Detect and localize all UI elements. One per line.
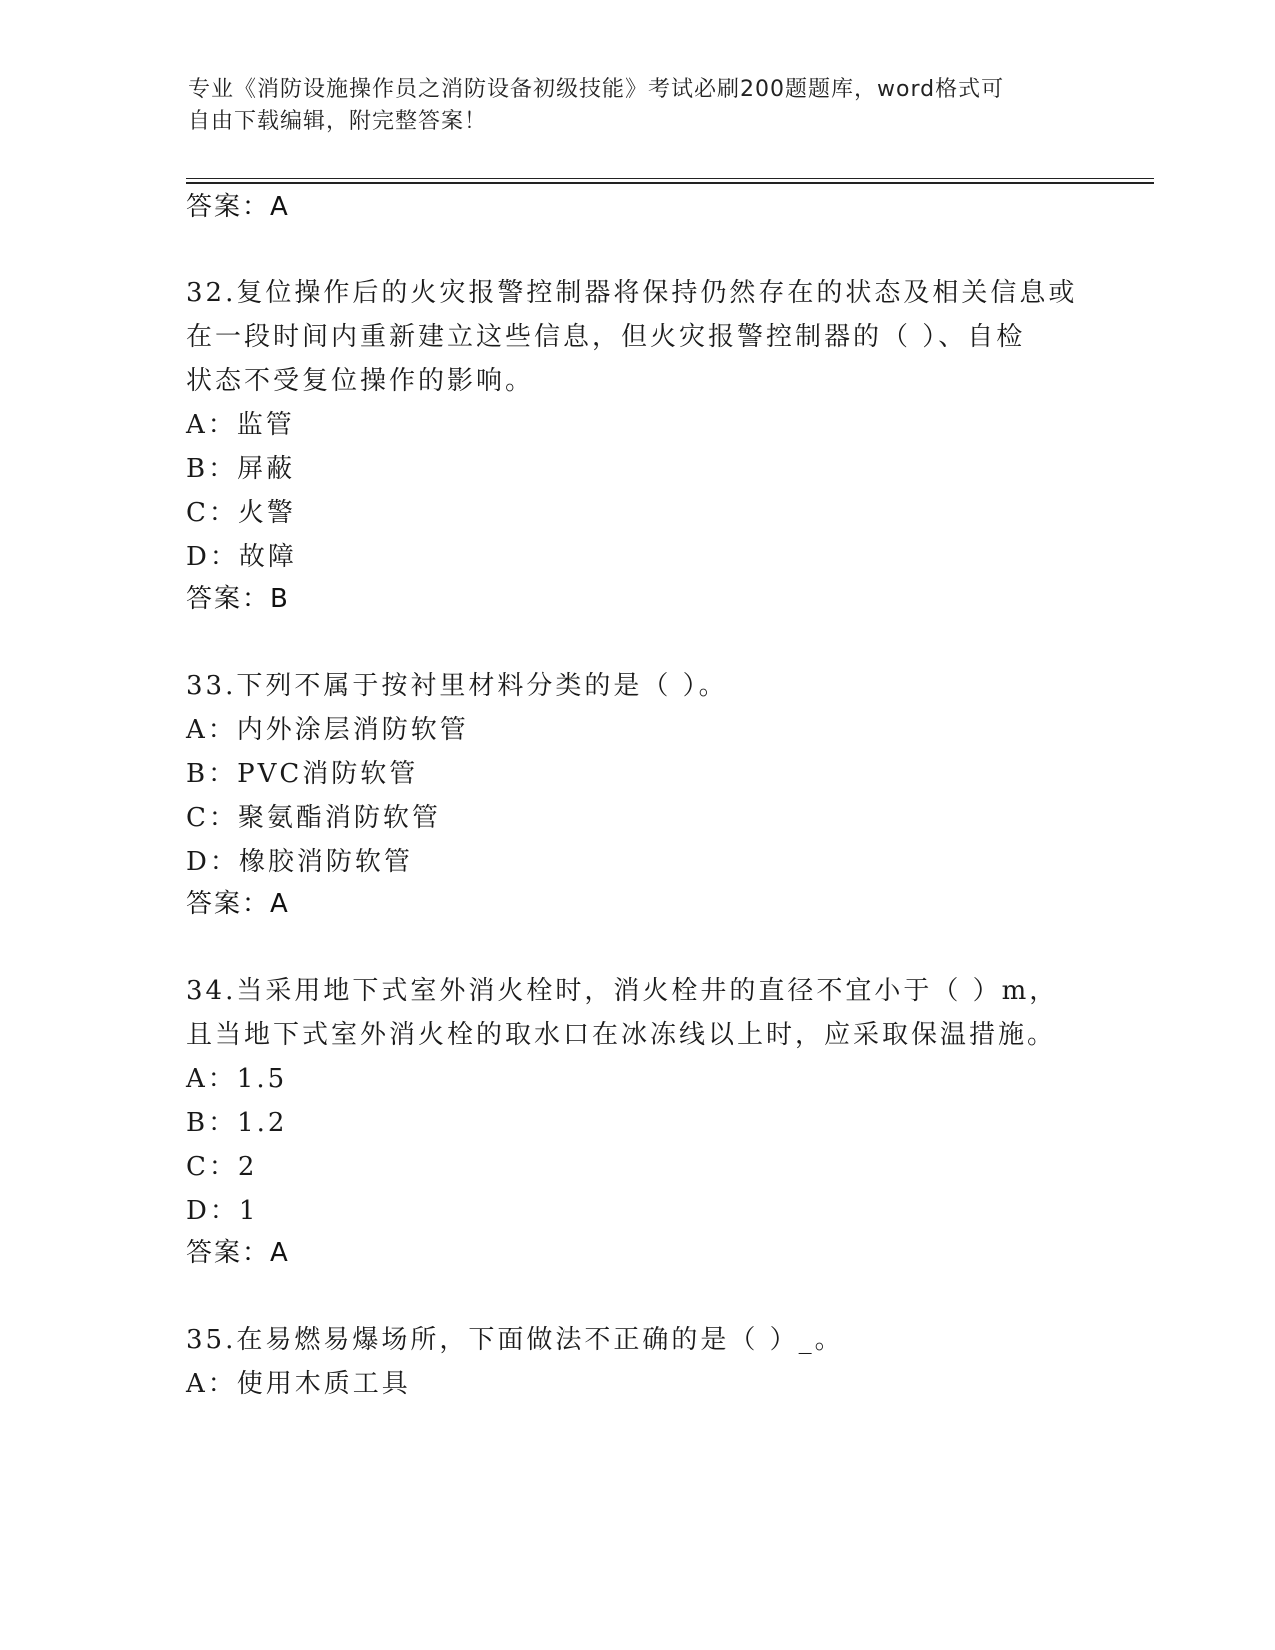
question-34-option-c: C：2 <box>186 1152 258 1182</box>
header-rule-top <box>186 178 1154 179</box>
answer-line: 答案：A <box>186 192 290 222</box>
question-33-option-d: D：橡胶消防软管 <box>186 847 413 877</box>
question-34-option-b: B：1.2 <box>186 1108 288 1138</box>
question-34-stem-line-1: 34.当采用地下式室外消火栓时，消火栓井的直径不宜小于（ ）m， <box>186 976 1059 1006</box>
document-header <box>188 74 1088 138</box>
question-32-stem-line-1: 32.复位操作后的火灾报警控制器将保持仍然存在的状态及相关信息或 <box>186 278 1078 308</box>
question-35-option-a: A：使用木质工具 <box>186 1369 411 1399</box>
question-32-option-c: C：火警 <box>186 498 296 528</box>
question-33-option-a: A：内外涂层消防软管 <box>186 715 469 745</box>
question-32-option-d: D：故障 <box>186 542 297 572</box>
question-34-answer: 答案：A <box>186 1238 290 1268</box>
question-33-stem-line-1: 33.下列不属于按衬里材料分类的是（ ）。 <box>186 671 728 701</box>
question-32-stem-line-2: 在一段时间内重新建立这些信息，但火灾报警控制器的（ ）、自检 <box>186 322 1026 352</box>
header-line-2: 自由下载编辑，附完整答案！ <box>188 109 488 134</box>
question-34-stem-line-2: 且当地下式室外消火栓的取水口在冰冻线以上时，应采取保温措施。 <box>186 1020 1057 1050</box>
question-34-option-a: A：1.5 <box>186 1064 288 1094</box>
question-32-answer: 答案：B <box>186 584 290 614</box>
question-33-answer: 答案：A <box>186 889 290 919</box>
question-32-option-b: B：屏蔽 <box>186 454 296 484</box>
question-35-stem-line-1: 35.在易燃易爆场所，下面做法不正确的是（ ）_。 <box>186 1325 844 1355</box>
question-32-option-a: A：监管 <box>186 410 295 440</box>
header-line-1: 专业《消防设施操作员之消防设备初级技能》考试必刷200题题库，word格式可 <box>188 77 1005 102</box>
header-rule-bottom <box>186 182 1154 184</box>
question-33-option-b: B：PVC消防软管 <box>186 759 419 789</box>
question-34-option-d: D：1 <box>186 1196 259 1226</box>
question-33-option-c: C：聚氨酯消防软管 <box>186 803 441 833</box>
question-32-stem-line-3: 状态不受复位操作的影响。 <box>186 366 535 396</box>
